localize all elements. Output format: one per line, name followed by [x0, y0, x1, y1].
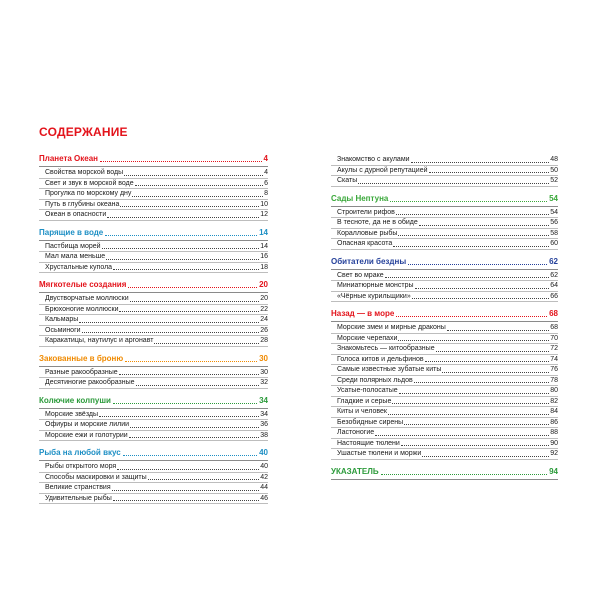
toc-entry-page: 22 — [260, 305, 268, 313]
toc-entry[interactable] — [331, 397, 558, 408]
section-page: 40 — [259, 448, 268, 457]
dot-leader — [398, 234, 549, 236]
dot-leader — [385, 276, 550, 278]
section-title: УКАЗАТЕЛЬ — [331, 466, 379, 476]
toc-section-heading[interactable] — [39, 280, 268, 293]
section-title: Мягкотелые создания — [39, 280, 127, 289]
toc-entry-page: 52 — [550, 177, 558, 184]
toc-entry[interactable] — [39, 179, 268, 190]
section-title: Планета Океан — [39, 154, 99, 163]
toc-entry-page: 42 — [260, 473, 268, 481]
toc-entry-title: Хрустальные купола — [45, 263, 113, 271]
toc-entry-page: 62 — [550, 271, 558, 279]
dot-leader — [135, 184, 263, 186]
toc-right-column — [331, 154, 558, 487]
toc-entry-title: Свет и звук в морской воде — [45, 179, 134, 187]
toc-entry-page: 18 — [260, 263, 268, 271]
dot-leader — [130, 300, 260, 302]
toc-entry-page: 68 — [550, 324, 558, 331]
dot-leader — [113, 402, 257, 404]
dot-leader — [119, 373, 260, 375]
toc-entry-page: 24 — [260, 316, 268, 323]
toc-entry[interactable] — [331, 155, 558, 166]
toc-section-heading[interactable] — [39, 396, 268, 409]
toc-section-continued — [331, 155, 558, 187]
dot-leader — [375, 434, 549, 436]
toc-entry-page: 10 — [260, 200, 268, 208]
toc-section — [39, 280, 268, 347]
toc-entry-page: 58 — [550, 229, 558, 237]
toc-entry[interactable] — [331, 355, 558, 366]
toc-entry-title: Знакомство с акулами — [337, 156, 410, 163]
toc-entry-page: 46 — [260, 494, 268, 502]
dot-leader — [429, 171, 550, 173]
toc-entry-page: 40 — [260, 463, 268, 470]
toc-entry[interactable] — [331, 365, 558, 376]
dot-leader — [148, 478, 260, 480]
toc-entry-title: Путь в глубины океана — [45, 200, 120, 208]
section-title: Закованные в броню — [39, 353, 124, 363]
toc-entry-title: Знакомьтесь — китообразные — [337, 345, 435, 352]
toc-entry-title: Строители рифов — [337, 208, 395, 216]
toc-entry[interactable] — [39, 168, 268, 179]
toc-entry[interactable] — [39, 336, 268, 347]
dot-leader — [393, 245, 549, 247]
toc-entry-title: Способы маскировки и защиты — [45, 473, 147, 481]
dot-leader — [102, 247, 260, 249]
dot-leader — [358, 182, 549, 184]
toc-entry-title: Морские ежи и голотурии — [45, 431, 128, 439]
toc-entry[interactable] — [39, 189, 268, 200]
toc-entry-title: Киты и человек — [337, 408, 387, 415]
dot-leader — [129, 436, 260, 438]
toc-entry-title: Опасная красота — [337, 240, 393, 247]
section-page: 54 — [549, 193, 558, 203]
toc-entry-page: 14 — [260, 242, 268, 250]
toc-entry[interactable] — [331, 376, 558, 387]
toc-entry[interactable] — [331, 449, 558, 460]
dot-leader — [411, 161, 550, 163]
dot-leader — [117, 468, 259, 470]
toc-entry[interactable] — [331, 407, 558, 418]
toc-entry-title: Прогулка по морскому дну — [45, 190, 132, 197]
toc-entry-title: Осьминоги — [45, 326, 81, 334]
toc-entry-title: Океан в опасности — [45, 211, 107, 218]
toc-entry[interactable] — [39, 210, 268, 221]
toc-section — [39, 154, 268, 221]
toc-entry[interactable] — [39, 368, 268, 379]
toc-entry-page: 4 — [264, 169, 268, 176]
dot-leader — [390, 200, 547, 202]
toc-entry-title: Акулы с дурной репутацией — [337, 166, 428, 174]
dot-leader — [107, 216, 259, 218]
toc-entry-page: 38 — [260, 431, 268, 439]
toc-section — [331, 309, 558, 460]
toc-entry-title: Свет во мраке — [337, 271, 384, 279]
toc-entry[interactable] — [331, 292, 558, 303]
toc-section-heading[interactable] — [331, 309, 558, 322]
toc-entry-page: 76 — [550, 366, 558, 373]
toc-section — [39, 228, 268, 274]
toc-entry[interactable] — [39, 494, 268, 505]
section-page: 94 — [549, 466, 558, 476]
dot-leader — [154, 342, 259, 344]
toc-entry-title: Офиуры и морские лилии — [45, 421, 130, 428]
toc-entry-page: 88 — [550, 429, 558, 436]
dot-leader — [408, 263, 547, 265]
toc-left-column — [39, 154, 268, 511]
toc-entry[interactable] — [331, 218, 558, 229]
section-title: Рыба на любой вкус — [39, 448, 121, 457]
toc-entry-page: 92 — [550, 450, 558, 457]
toc-entry-page: 90 — [550, 439, 558, 447]
toc-entry-title: Разные ракообразные — [45, 368, 118, 376]
toc-entry-title: Ластоногие — [337, 429, 375, 436]
toc-entry-page: 74 — [550, 355, 558, 363]
toc-entry-title: Десятиногие ракообразные — [45, 379, 135, 386]
toc-section-heading[interactable] — [331, 257, 558, 270]
toc-entry[interactable] — [39, 326, 268, 337]
dot-leader — [125, 360, 257, 362]
section-page: 4 — [263, 154, 268, 163]
toc-entry-page: 54 — [550, 208, 558, 216]
toc-entry[interactable] — [39, 263, 268, 274]
toc-entry-title: Миниатюрные монстры — [337, 282, 414, 289]
dot-leader — [132, 195, 263, 197]
section-page: 30 — [259, 353, 268, 363]
dot-leader — [112, 489, 260, 491]
toc-entry-page: 26 — [260, 326, 268, 334]
toc-entry-title: Рыбы открытого моря — [45, 463, 117, 470]
dot-leader — [79, 321, 259, 323]
toc-entry-title: Брюхоногие моллюски — [45, 305, 119, 313]
page-title: СОДЕРЖАНИЕ — [39, 125, 128, 139]
toc-entry-title: Ушастые тюлени и моржи — [337, 450, 422, 457]
toc-entry[interactable] — [331, 166, 558, 177]
toc-entry-page: 72 — [550, 345, 558, 352]
toc-entry-page: 60 — [550, 240, 558, 247]
toc-section-heading[interactable] — [39, 448, 268, 461]
toc-entry[interactable] — [39, 483, 268, 494]
dot-leader — [128, 286, 257, 288]
toc-entry-title: Кальмары — [45, 316, 79, 323]
section-page: 20 — [259, 280, 268, 289]
toc-entry-title: Великие странствия — [45, 484, 111, 491]
dot-leader — [442, 371, 549, 373]
dot-leader — [119, 310, 259, 312]
toc-entry-page: 30 — [260, 368, 268, 376]
toc-entry[interactable] — [39, 410, 268, 421]
dot-leader — [113, 499, 259, 501]
toc-entry[interactable] — [331, 176, 558, 187]
toc-section — [39, 448, 268, 504]
dot-leader — [401, 444, 549, 446]
toc-entry-title: Голоса китов и дельфинов — [337, 355, 424, 363]
dot-leader — [100, 160, 262, 162]
section-title: Обитатели бездны — [331, 256, 407, 266]
toc-entry-page: 12 — [260, 211, 268, 218]
dot-leader — [124, 174, 263, 176]
toc-entry[interactable] — [39, 242, 268, 253]
toc-section-heading[interactable] — [39, 154, 268, 167]
toc-entry-title: Коралловые рыбы — [337, 229, 398, 237]
toc-entry-page: 34 — [260, 410, 268, 418]
dot-leader — [120, 205, 259, 207]
toc-entry[interactable] — [39, 200, 268, 211]
toc-entry-page: 56 — [550, 219, 558, 226]
toc-entry-page: 66 — [550, 292, 558, 300]
toc-entry-title: Пастбища морей — [45, 242, 101, 250]
toc-entry-title: Морские звёзды — [45, 410, 98, 418]
dot-leader — [99, 415, 259, 417]
toc-entry[interactable] — [39, 420, 268, 431]
dot-leader — [113, 268, 259, 270]
toc-entry-page: 16 — [260, 253, 268, 260]
dot-leader — [381, 473, 547, 475]
toc-entry[interactable] — [331, 386, 558, 397]
toc-section — [331, 257, 558, 303]
toc-entry-title: Морские черепахи — [337, 334, 398, 342]
toc-entry-title: В тесноте, да не в обиде — [337, 219, 418, 226]
toc-entry-page: 36 — [260, 421, 268, 428]
toc-entry-page: 6 — [264, 179, 268, 187]
toc-entry[interactable] — [331, 334, 558, 345]
toc-entry-title: Мал мала меньше — [45, 253, 106, 260]
dot-leader — [105, 234, 257, 236]
toc-entry-title: Гладкие и серые — [337, 397, 392, 405]
toc-entry-page: 50 — [550, 166, 558, 174]
dot-leader — [447, 329, 549, 331]
toc-entry-title: «Чёрные курильщики» — [337, 292, 411, 300]
toc-entry-page: 8 — [264, 190, 268, 197]
dot-leader — [136, 384, 260, 386]
section-title: Назад — в море — [331, 309, 395, 318]
toc-entry[interactable] — [331, 239, 558, 250]
toc-section-heading[interactable] — [331, 467, 558, 480]
dot-leader — [404, 423, 549, 425]
section-page: 62 — [549, 256, 558, 266]
toc-entry-title: Безобидные сирены — [337, 418, 404, 426]
toc-section — [331, 194, 558, 250]
toc-entry[interactable] — [331, 344, 558, 355]
toc-section-heading[interactable] — [39, 354, 268, 367]
toc-entry-title: Свойства морской воды — [45, 169, 124, 176]
toc-section — [39, 354, 268, 389]
dot-leader — [398, 339, 549, 341]
dot-leader — [414, 381, 550, 383]
toc-entry-title: Настоящие тюлени — [337, 439, 400, 447]
dot-leader — [399, 392, 550, 394]
toc-entry-page: 84 — [550, 408, 558, 415]
toc-entry-page: 48 — [550, 156, 558, 163]
toc-section — [331, 467, 558, 480]
section-page: 34 — [259, 395, 268, 405]
toc-entry[interactable] — [331, 271, 558, 282]
toc-entry[interactable] — [331, 208, 558, 219]
section-title: Парящие в воде — [39, 227, 104, 237]
toc-entry[interactable] — [331, 428, 558, 439]
toc-entry[interactable] — [39, 473, 268, 484]
toc-entry-page: 80 — [550, 387, 558, 394]
dot-leader — [392, 402, 549, 404]
toc-section-heading[interactable] — [39, 228, 268, 241]
dot-leader — [106, 258, 259, 260]
section-title: Сады Нептуна — [331, 193, 389, 203]
toc-entry-title: Самые известные зубатые киты — [337, 366, 442, 373]
toc-entry-page: 28 — [260, 337, 268, 344]
toc-entry[interactable] — [331, 323, 558, 334]
toc-entry-page: 64 — [550, 282, 558, 289]
toc-section — [39, 396, 268, 442]
section-page: 14 — [259, 227, 268, 237]
section-title: Колючие колпуши — [39, 395, 111, 405]
dot-leader — [425, 360, 550, 362]
dot-leader — [419, 224, 549, 226]
dot-leader — [396, 213, 549, 215]
toc-entry-title: Двустворчатые моллюски — [45, 295, 129, 302]
toc-entry-page: 78 — [550, 376, 558, 384]
dot-leader — [388, 413, 549, 415]
toc-entry[interactable] — [331, 229, 558, 240]
toc-entry[interactable] — [39, 315, 268, 326]
toc-entry-page: 82 — [550, 397, 558, 405]
dot-leader — [82, 331, 260, 333]
toc-entry[interactable] — [39, 378, 268, 389]
toc-entry[interactable] — [331, 281, 558, 292]
toc-entry[interactable] — [331, 418, 558, 429]
dot-leader — [422, 455, 549, 457]
toc-entry-title: Каракатицы, наутилус и аргонавт — [45, 337, 154, 344]
dot-leader — [436, 350, 550, 352]
toc-entry-title: Скаты — [337, 177, 358, 184]
section-page: 68 — [549, 309, 558, 318]
dot-leader — [396, 315, 547, 317]
toc-entry-title: Удивительные рыбы — [45, 494, 112, 502]
toc-entry-title: Усатые-полосатые — [337, 387, 398, 394]
toc-entry-page: 86 — [550, 418, 558, 426]
toc-entry-page: 20 — [260, 295, 268, 302]
toc-entry-title: Морские змеи и мирные драконы — [337, 324, 446, 331]
toc-entry[interactable] — [39, 305, 268, 316]
dot-leader — [130, 426, 259, 428]
toc-entry[interactable] — [39, 252, 268, 263]
toc-entry-title: Среди полярных льдов — [337, 376, 413, 384]
toc-entry[interactable] — [39, 462, 268, 473]
dot-leader — [123, 454, 257, 456]
dot-leader — [415, 287, 550, 289]
toc-entry-page: 32 — [260, 379, 268, 386]
toc-entry[interactable] — [39, 431, 268, 442]
toc-entry[interactable] — [39, 294, 268, 305]
dot-leader — [412, 297, 549, 299]
toc-section-heading[interactable] — [331, 194, 558, 207]
toc-entry-page: 44 — [260, 484, 268, 491]
toc-entry[interactable] — [331, 439, 558, 450]
toc-entry-page: 70 — [550, 334, 558, 342]
